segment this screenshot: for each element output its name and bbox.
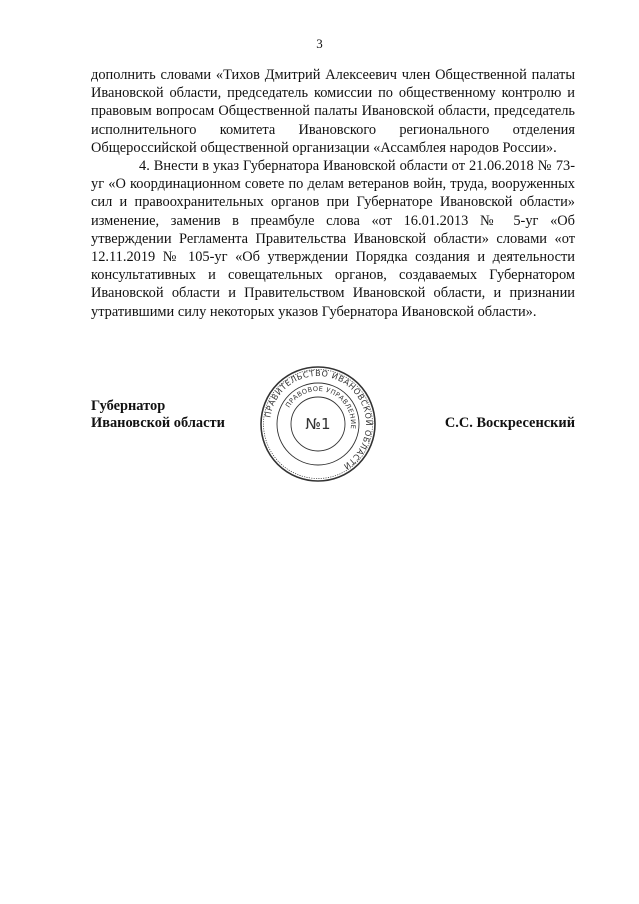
- signature-block: [91, 368, 575, 498]
- paragraph-continuation: дополнить словами «Тихов Дмитрий Алексеевич член Общественной палаты Ивановской области, председатель комиссии по общественному контролю и правовым вопросам Общественной палаты Ивановской области, председатель исполнительного комитета Ивановского регионального отделения Общероссийской общественной организации «Ассамблея народов России».: [91, 67, 575, 156]
- paragraph-item-4: 4. Внести в указ Губернатора Ивановской области от 21.06.2018 № 73-уг «О координационном совете по делам ветеранов войн, труда, вооруженных сил и правоохранительных органов при Губернаторе Ивановской области» изменение, заменив в преамбуле слова «от 16.01.2013 № 5-уг «Об утверждении Регламента Правительства Ивановской области» словами «от 12.11.2019 № 105-уг «Об утверждении Порядка создания и деятельности консультативных и совещательных органов, создаваемых Губернатором Ивановской области и Правительством Ивановской области, и признании утратившими силу некоторых указов Губернатора Ивановской области».: [91, 158, 575, 320]
- stamp-inner-text: ПРАВОВОЕ УПРАВЛЕНИЕ: [283, 384, 358, 430]
- signatory-title: [91, 398, 225, 432]
- stamp-outer-text: ПРАВИТЕЛЬСТВО ИВАНОВСКОЙ ОБЛАСТИ: [263, 368, 374, 472]
- official-stamp: [258, 364, 378, 484]
- document-body: [91, 66, 575, 321]
- page-number: 3: [316, 36, 323, 51]
- stamp-number: №1: [305, 415, 331, 433]
- signatory-title-line-1: Губернатор: [91, 398, 166, 414]
- signatory-title-line-2: Ивановской области: [91, 415, 225, 431]
- signatory-name: С.С. Воскресенский: [444, 415, 575, 431]
